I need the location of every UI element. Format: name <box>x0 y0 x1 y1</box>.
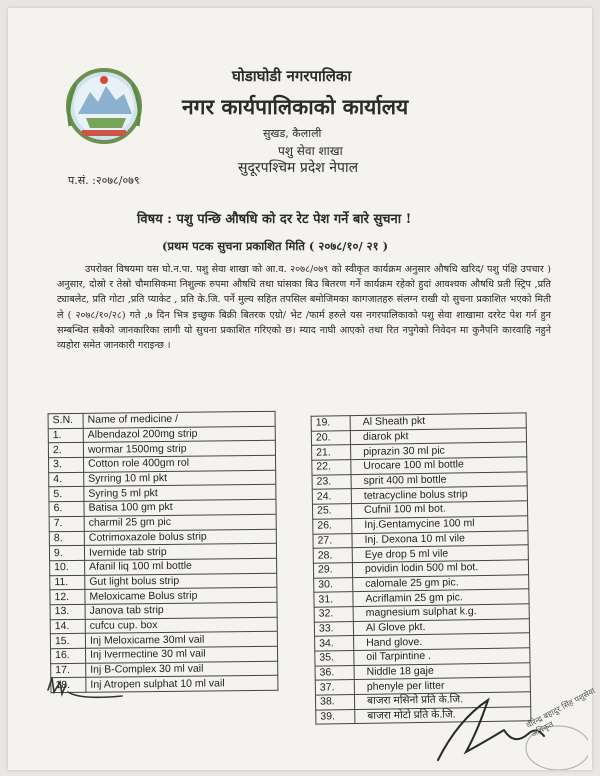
row-sn: 31. <box>314 592 353 607</box>
row-medicine: calomale 25 gm pic. <box>353 574 529 591</box>
row-sn: 22. <box>312 460 351 475</box>
row-sn: 11. <box>50 575 85 590</box>
row-medicine: oil Tarpintine . <box>354 648 530 665</box>
row-sn: 25. <box>312 504 351 519</box>
row-sn: 32. <box>314 607 353 622</box>
row-medicine: Eye drop 5 ml vile <box>352 545 528 562</box>
row-sn: 39. <box>316 709 355 724</box>
row-sn: 2. <box>48 443 83 458</box>
row-medicine: Cotton role 400gm rol <box>84 455 276 472</box>
subject-line: विषय : पशु पन्छि औषधि को दर रेट पेश गर्ने बारे सुचना ! <box>137 212 412 227</box>
notice-body <box>57 262 551 353</box>
office-location: सुखड, कैलाली <box>263 127 322 140</box>
official-stamp-text: वीरेन्द्र बहादुर सिंह पशुसेवा अधिकृत <box>525 686 597 739</box>
header-medicine-name: Name of medicine / <box>83 411 275 428</box>
row-medicine: tetracycline bolus strip <box>351 486 527 503</box>
row-medicine: povidin lodin 500 ml bot. <box>352 560 528 577</box>
row-sn: 1. <box>48 428 83 443</box>
row-medicine: Hand glove. <box>354 633 530 650</box>
row-sn: 5. <box>49 487 84 502</box>
row-sn: 27. <box>313 533 352 548</box>
row-medicine: Cotrimoxazole bolus strip <box>84 529 276 546</box>
row-medicine: Inj. Dexona 10 ml vile <box>352 530 528 547</box>
row-medicine: diarok pkt <box>350 428 526 445</box>
row-medicine: Al Sheath pkt <box>350 413 526 430</box>
row-sn: 7. <box>49 516 84 531</box>
province-name: सुदूरपश्चिम प्रदेश नेपाल <box>238 160 359 176</box>
row-sn: 8. <box>49 531 84 546</box>
row-sn: 4. <box>49 472 84 487</box>
row-sn: 12. <box>50 590 85 605</box>
row-medicine: Cufnil 100 ml bot. <box>351 501 527 518</box>
row-medicine: cufcu cup. box <box>85 617 277 634</box>
row-sn: 36. <box>315 665 354 680</box>
row-medicine: wormar 1500mg strip <box>83 441 275 458</box>
publish-date: (प्रथम पटक सुचना प्रकाशित मिति ( २०७८/१०/ २१ ) <box>162 239 389 253</box>
row-sn: 13. <box>50 604 85 619</box>
signature-left-icon <box>40 670 130 710</box>
row-medicine: Acriflamin 25 gm pic. <box>353 589 529 606</box>
nepal-emblem-icon <box>56 66 152 146</box>
row-medicine: Syring 5 ml pkt <box>84 485 276 502</box>
row-medicine: charmil 25 gm pic <box>84 514 276 531</box>
row-medicine: Inj.Gentamycine 100 ml <box>352 516 528 533</box>
row-sn: 6. <box>49 501 84 516</box>
medicine-table-left <box>48 411 279 693</box>
row-sn: 29. <box>313 562 352 577</box>
row-sn: 21. <box>312 445 351 460</box>
row-medicine: phenyle per litter <box>354 677 530 694</box>
row-medicine: Inj Ivermectine 30 ml vail <box>86 646 278 663</box>
row-medicine: Afanil liq 100 ml bottle <box>85 558 277 575</box>
row-medicine: Niddle 18 gaje <box>354 662 530 679</box>
office-title: नगर कार्यपालिकाको कार्यालय <box>182 94 409 119</box>
row-medicine: Meloxicame Bolus strip <box>85 588 277 605</box>
header-sn: S.N. <box>48 413 83 428</box>
row-sn: 37. <box>315 680 354 695</box>
row-sn: 19. <box>311 416 350 431</box>
row-medicine: Syrring 10 ml pkt <box>84 470 276 487</box>
row-sn: 14. <box>50 619 85 634</box>
row-sn: 33. <box>314 621 353 636</box>
row-sn: 35. <box>315 651 354 666</box>
municipality-name: घोडाघोडी नगरपालिका <box>232 67 352 85</box>
row-medicine: sprit 400 ml bottle <box>351 472 527 489</box>
row-medicine: Gut light bolus strip <box>85 573 277 590</box>
row-medicine: बाजरा मसिनो प्रति के.जि. <box>354 692 530 709</box>
row-sn: 9. <box>49 546 84 561</box>
row-medicine: Inj Atropen sulphat 10 ml vail <box>86 676 278 693</box>
row-medicine: बाजरा मोटो प्रति के.जि. <box>355 707 531 724</box>
medicine-table-right <box>311 412 532 725</box>
row-sn: 10. <box>50 560 85 575</box>
row-sn: 20. <box>311 430 350 445</box>
row-sn: 38. <box>315 695 354 710</box>
notice-paragraph: उपरोक्त विषयमा यस घो.न.पा. पशु सेवा शाखा को आ.व. २०७८/०७९ को स्वीकृत कार्यक्रम अनुसार औषधि खरिद/ पशु पंक्षि उपचार ) अनुसार, दोस्रो र तेस्रो चौमासिकमा निशुल्क रुपमा औषधि तथा घांसका बिउ बितरण गर्ने कार्यक्रम रहेको हुदां आवश्यक औषधि प्रती स्ट्रिप ,प्रति ट्याबलेट, प्रति गोटा ,प्रति प्याकेट , प्रति के.जि. पर्ने मुल्य सहित तपसिल बमोजिमका कागजातहरु संलग्न राखी यो सुचना प्रकाशित भएको मिती ले ( २०७८/१०/२८) गते ,७ दिन भित्र इच्छुक बिक्री बितरक एग्रो/ भेट /फार्म हरुले यस नगरपालिकाको पशु सेवा शाखामा दररेट पेश गर्न हुन सम्बन्धित सबैको जानकारिका लागी यो सुचना प्रकाशित गरिएको छ। म्याद नाघी आएको तथा रित नपुगेको निवेदन मा कुनैपनि कारवाहि नहुने व्यहोरा समेत जानकारी गराइन्छ । <box>57 264 551 352</box>
row-medicine: magnesium sulphat k.g. <box>353 604 529 621</box>
row-sn: 15. <box>50 634 85 649</box>
row-medicine: Albendazol 200mg strip <box>83 426 275 443</box>
row-sn: 23. <box>312 474 351 489</box>
row-medicine: piprazin 30 ml pic <box>351 442 527 459</box>
row-sn: 26. <box>313 518 352 533</box>
section-name: पशु सेवा शाखा <box>278 144 343 158</box>
row-medicine: Inj Meloxicame 30ml vail <box>85 632 277 649</box>
reference-number: प.सं. :२०७८/०७९ <box>68 174 140 187</box>
row-sn: 18. <box>51 678 86 693</box>
row-sn: 16. <box>51 648 86 663</box>
row-sn: 30. <box>314 577 353 592</box>
row-sn: 24. <box>312 489 351 504</box>
row-medicine: Janova tab strip <box>85 602 277 619</box>
row-medicine: Ivernide tab strip <box>84 543 276 560</box>
row-medicine: Urocare 100 ml bottle <box>351 457 527 474</box>
row-medicine: Batisa 100 gm pkt <box>84 499 276 516</box>
row-sn: 34. <box>315 636 354 651</box>
row-sn: 28. <box>313 548 352 563</box>
row-medicine: Inj B-Complex 30 ml vail <box>86 661 278 678</box>
row-sn: 17. <box>51 663 86 678</box>
row-medicine: Al Glove pkt. <box>353 618 529 635</box>
row-sn: 3. <box>49 457 84 472</box>
